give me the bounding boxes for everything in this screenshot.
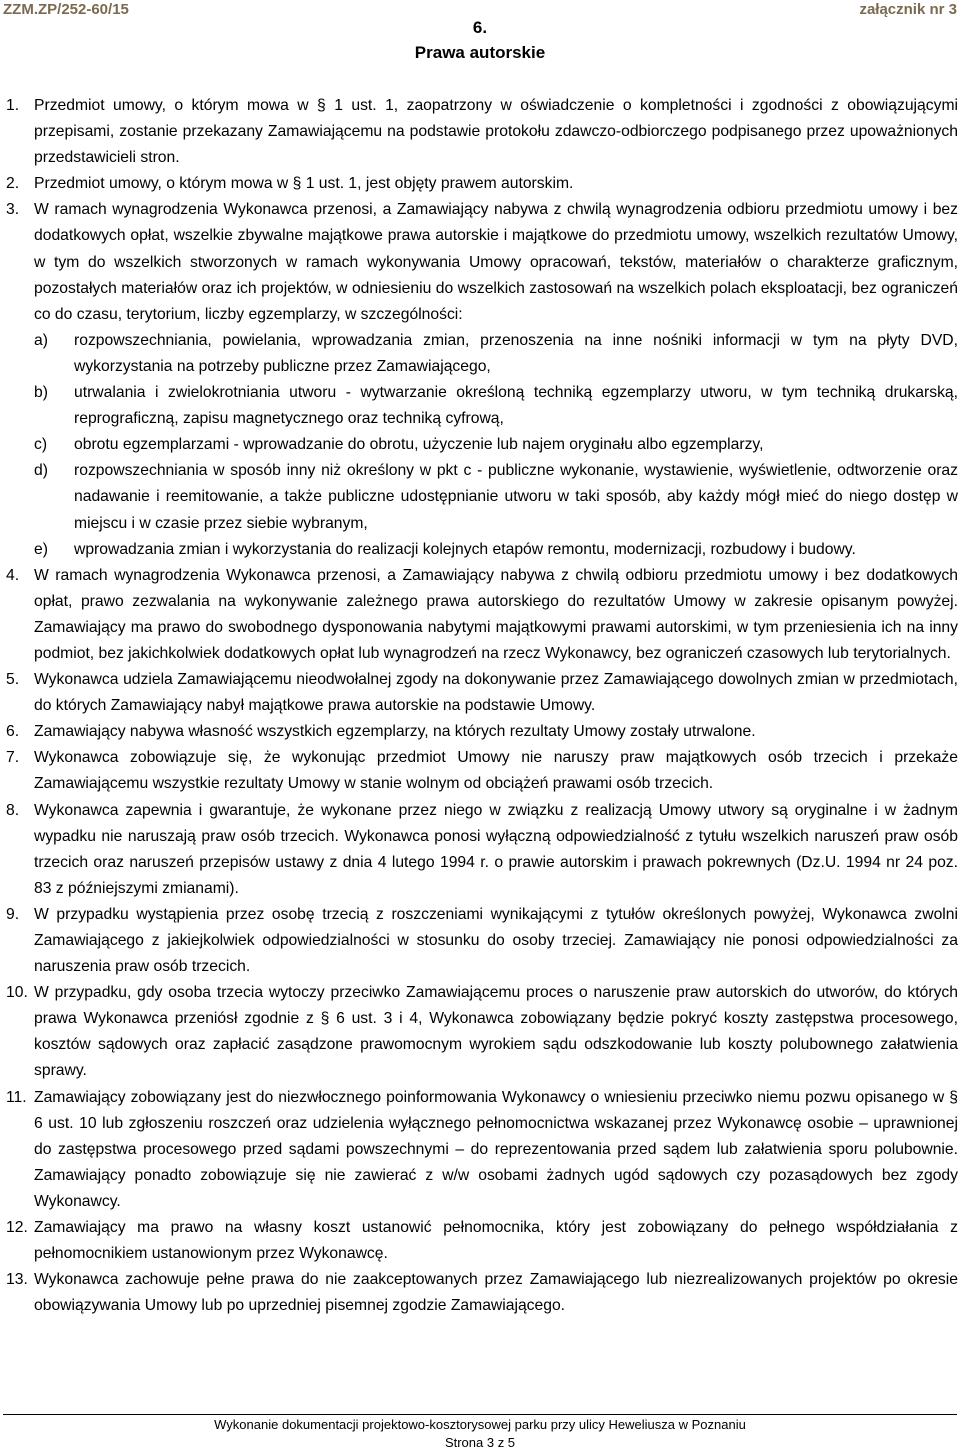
- field-text: utrwalania i zwielokrotniania utworu - wytwarzanie określoną techniką egzemplarzy utworu, w tym techniką drukarską, reprograficzną, zapisu magnetycznego oraz techniką cyfrową,: [74, 384, 958, 428]
- footer-project-title: Wykonanie dokumentacji projektowo-kosztorysowej parku przy ulicy Heweliusza w Poznaniu: [214, 1417, 746, 1432]
- field-letter: d): [34, 462, 48, 480]
- paragraph-2: [0, 171, 960, 197]
- paragraph-11: [0, 1085, 960, 1215]
- field-letter: c): [34, 436, 48, 454]
- paragraph-text: Wykonawca zachowuje pełne prawa do nie zaakceptowanych przez Zamawiającego lub niezrealizowanych projektów po okresie obowiązywania Umowy lub po uprzedniej pisemnej zgodzie Zamawiającego.: [34, 1271, 958, 1315]
- field-text: obrotu egzemplarzami - wprowadzanie do obrotu, użyczenie lub najem oryginału albo egzemplarzy,: [74, 436, 764, 454]
- paragraph-text: W ramach wynagrodzenia Wykonawca przenosi, a Zamawiający nabywa z chwilą odbioru przedmiotu umowy i bez dodatkowych opłat, prawo zezwalania na wykonywanie zależnego prawa autorskiego do rezultatów Umowy w zakresie opisanym powyżej. Zamawiający ma prawo do swobodnego dysponowania nabytymi majątkowymi prawami autorskimi, w tym przeniesienia ich na inny podmiot, bez jakichkolwiek dodatkowych opłat lub wynagrodzeń na rzecz Wykonawcy, bez ograniczeń czasowych lub terytorialnych.: [34, 566, 958, 662]
- paragraph-text: Wykonawca zapewnia i gwarantuje, że wykonane przez niego w związku z realizacją Umowy utwory są oryginalne i w żadnym wypadku nie naruszają praw osób trzecich. Wykonawca ponosi wyłączną odpowiedzialność z tytułu wszelkich naruszeń praw osób trzecich oraz naruszeń przepisów ustawy z dnia 4 lutego 1994 r. o prawie autorskim i prawach pokrewnych (Dz.U. 1994 nr 24 poz. 83 z późniejszymi zmianami).: [34, 801, 958, 897]
- exploitation-field-d: [0, 458, 960, 536]
- chapter-title: Prawa autorskie: [414, 43, 546, 62]
- paragraph-1: [0, 93, 960, 171]
- paragraph-number: 3.: [6, 201, 20, 219]
- paragraph-4: [0, 563, 960, 667]
- paragraph-text: W przypadku, gdy osoba trzecia wytoczy przeciwko Zamawiającemu proces o naruszenie praw autorskich do utworów, do których prawa Wykonawca przeniósł zgodnie z § 6 ust. 3 i 4, Wykonawca zobowiązany będzie pokryć koszty zastępstwa procesowego, kosztów sądowych oraz zapłacić zasądzone prawomocnym wyrokiem sądu odszkodowanie lub koszty polubownego załatwienia sprawy.: [34, 984, 958, 1080]
- paragraph-5: [0, 667, 960, 719]
- field-text: wprowadzania zmian i wykorzystania do realizacji kolejnych etapów remontu, modernizacji, rozbudowy i budowy.: [74, 540, 856, 558]
- chapter-number: 6.: [472, 18, 488, 37]
- paragraph-text: Wykonawca zobowiązuje się, że wykonując przedmiot Umowy nie naruszy praw majątkowych osób trzecich i przekaże Zamawiającemu wszystkie rezultaty Umowy w stanie wolnym od obciążeń prawami osób trzecich.: [34, 749, 958, 793]
- paragraph-number: 7.: [6, 749, 20, 767]
- paragraph-6: [0, 719, 960, 745]
- paragraph-number: 4.: [6, 566, 20, 584]
- field-letter: a): [34, 331, 48, 349]
- paragraph-3: [0, 197, 960, 327]
- paragraph-text: Zamawiający ma prawo na własny koszt ustanowić pełnomocnika, który jest zobowiązany do pełnego współdziałania z pełnomocnikiem ustanowionym przez Wykonawcę.: [34, 1219, 958, 1263]
- field-letter: e): [34, 540, 48, 558]
- paragraph-number: 8.: [6, 801, 20, 819]
- paragraph-text: Wykonawca udziela Zamawiającemu nieodwołalnej zgody na dokonywanie przez Zamawiającego dowolnych zmian w przedmiotach, do których Zamawiający nabył majątkowe prawa autorskie na podstawie Umowy.: [34, 671, 958, 715]
- paragraph-9: [0, 902, 960, 980]
- exploitation-field-c: [0, 432, 960, 458]
- paragraph-number: 1.: [6, 97, 20, 114]
- paragraph-13: [0, 1267, 960, 1319]
- field-text: rozpowszechniania w sposób inny niż określony w pkt c - publiczne wykonanie, wystawienie, wyświetlenie, odtworzenie oraz nadawanie i reemitowanie, a także publiczne udostępnianie utworu w taki sposób, aby każdy mógł mieć do niego dostęp w miejscu i w czasie przez siebie wybranym,: [74, 462, 958, 532]
- paragraph-7: [0, 745, 960, 797]
- case-reference: ZZM.ZP/252-60/15: [3, 1, 129, 18]
- paragraph-text: Przedmiot umowy, o którym mowa w § 1 ust. 1, jest objęty prawem autorskim.: [34, 175, 574, 193]
- paragraph-10: [0, 980, 960, 1084]
- paragraph-12: [0, 1215, 960, 1267]
- paragraph-text: Zamawiający zobowiązany jest do niezwłocznego poinformowania Wykonawcy o wniesieniu przeciwko niemu pozwu opisanego w § 6 ust. 10 lub zgłoszeniu roszczeń oraz udzielenia wyłącznego pełnomocnictwa wskazanej przez Wykonawcę osobie – uprawnionej do zastępstwa procesowego przed sądami powszechnymi – do reprezentowania przed sądem lub załatwienia sporu polubownie. Zamawiający ponadto zobowiązuje się nie zawierać z w/w osobami żadnych ugód sądowych czy pozasądowych bez zgody Wykonawcy.: [34, 1088, 958, 1210]
- paragraph-number: 2.: [6, 175, 20, 193]
- field-text: rozpowszechniania, powielania, wprowadzania zmian, przenoszenia na inne nośniki informacji w tym na płyty DVD, wykorzystania na potrzeby publiczne przez Zamawiającego,: [74, 331, 958, 375]
- field-letter: b): [34, 384, 48, 402]
- paragraph-number: 10.: [6, 984, 28, 1002]
- paragraph-number: 6.: [6, 723, 20, 741]
- paragraph-text: Przedmiot umowy, o którym mowa w § 1 ust. 1, zaopatrzony w oświadczenie o kompletności i zgodności z obowiązującymi przepisami, zostanie przekazany Zamawiającemu na podstawie protokołu zdawczo-odbiorczego podpisanego przez upoważnionych przedstawicieli stron.: [34, 97, 958, 167]
- paragraph-number: 12.: [6, 1219, 28, 1237]
- paragraph-number: 5.: [6, 671, 20, 689]
- exploitation-field-b: [0, 380, 960, 432]
- paragraph-text: Zamawiający nabywa własność wszystkich egzemplarzy, na których rezultaty Umowy zostały utrwalone.: [34, 723, 756, 741]
- exploitation-field-e: [0, 537, 960, 563]
- paragraph-text: W ramach wynagrodzenia Wykonawca przenosi, a Zamawiający nabywa z chwilą wynagrodzenia odbioru przedmiotu umowy i bez dodatkowych opłat, wszelkie zbywalne majątkowe prawa autorskie i majątkowe do przedmiotu umowy, wszelkich rezultatów Umowy, w tym do wszelkich stworzonych w ramach wykonywania Umowy opracowań, tekstów, materiałów o charakterze graficznym, pozostałych materiałów oraz ich projektów, w odniesieniu do wszelkich zastosowań na wszelkich polach eksploatacji, bez ograniczeń co do czasu, terytorium, liczby egzemplarzy, w szczególności:: [34, 201, 958, 323]
- paragraph-8: [0, 798, 960, 902]
- exploitation-field-a: [0, 328, 960, 380]
- footer-divider: [3, 1414, 957, 1415]
- paragraph-number: 13.: [6, 1271, 28, 1289]
- attachment-label: załącznik nr 3: [859, 1, 957, 18]
- document-body: [0, 93, 960, 1319]
- paragraph-text: W przypadku wystąpienia przez osobę trzecią z roszczeniami wynikającymi z tytułów określonych powyżej, Wykonawca zwolni Zamawiającego z jakiejkolwiek odpowiedzialności w stosunku do osoby trzeciej. Zamawiający nie ponosi odpowiedzialności za naruszenia praw osób trzecich.: [34, 905, 958, 976]
- page-number: Strona 3 z 5: [444, 1435, 516, 1450]
- paragraph-number: 9.: [6, 905, 20, 923]
- paragraph-number: 11.: [6, 1088, 27, 1106]
